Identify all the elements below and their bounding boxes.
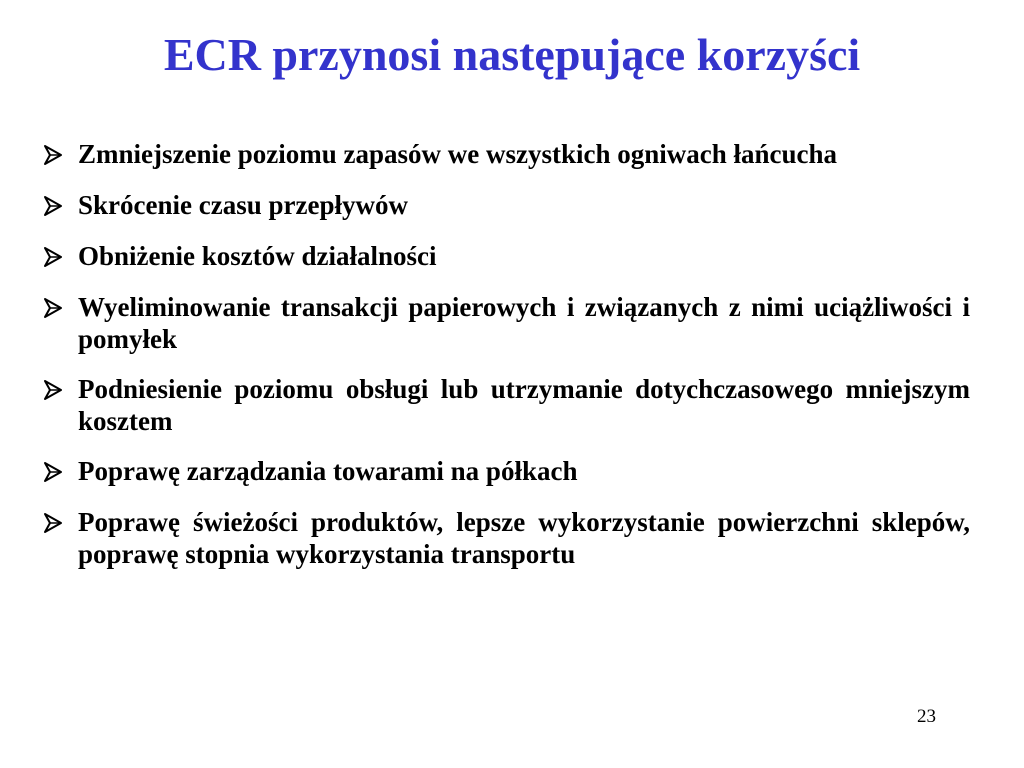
list-item [42, 138, 970, 171]
arrowhead-bullet-icon [42, 291, 78, 324]
arrowhead-bullet-icon [42, 506, 78, 539]
arrowhead-bullet-icon [42, 455, 78, 488]
bullet-text: Obniżenie kosztów działalności [78, 241, 437, 271]
list-item [42, 373, 970, 437]
bullet-text: Poprawę zarządzania towarami na półkach [78, 456, 578, 486]
list-item [42, 240, 970, 273]
list-item [42, 291, 970, 355]
arrowhead-bullet-icon [42, 373, 78, 406]
list-item [42, 455, 970, 488]
page-number: 23 [917, 706, 936, 727]
arrowhead-bullet-icon [42, 138, 78, 171]
bullet-text: Zmniejszenie poziomu zapasów we wszystkich ogniwach łańcucha [78, 139, 838, 169]
arrowhead-bullet-icon [42, 240, 78, 273]
bullet-text: Skrócenie czasu przepływów [78, 190, 408, 220]
arrowhead-bullet-icon [42, 189, 78, 222]
slide-title: ECR przynosi następujące korzyści [163, 29, 861, 80]
list-item [42, 189, 970, 222]
bullet-text: Podniesienie poziomu obsługi lub utrzymanie dotychczasowego mniejszym kosztem [78, 374, 970, 436]
bullet-text: Wyeliminowanie transakcji papierowych i związanych z nimi uciążliwości i pomyłek [78, 292, 970, 354]
bullet-list [42, 138, 970, 588]
bullet-text: Poprawę świeżości produktów, lepsze wykorzystanie powierzchni sklepów, poprawę stopnia wykorzystania transportu [78, 507, 970, 569]
list-item [42, 506, 970, 570]
